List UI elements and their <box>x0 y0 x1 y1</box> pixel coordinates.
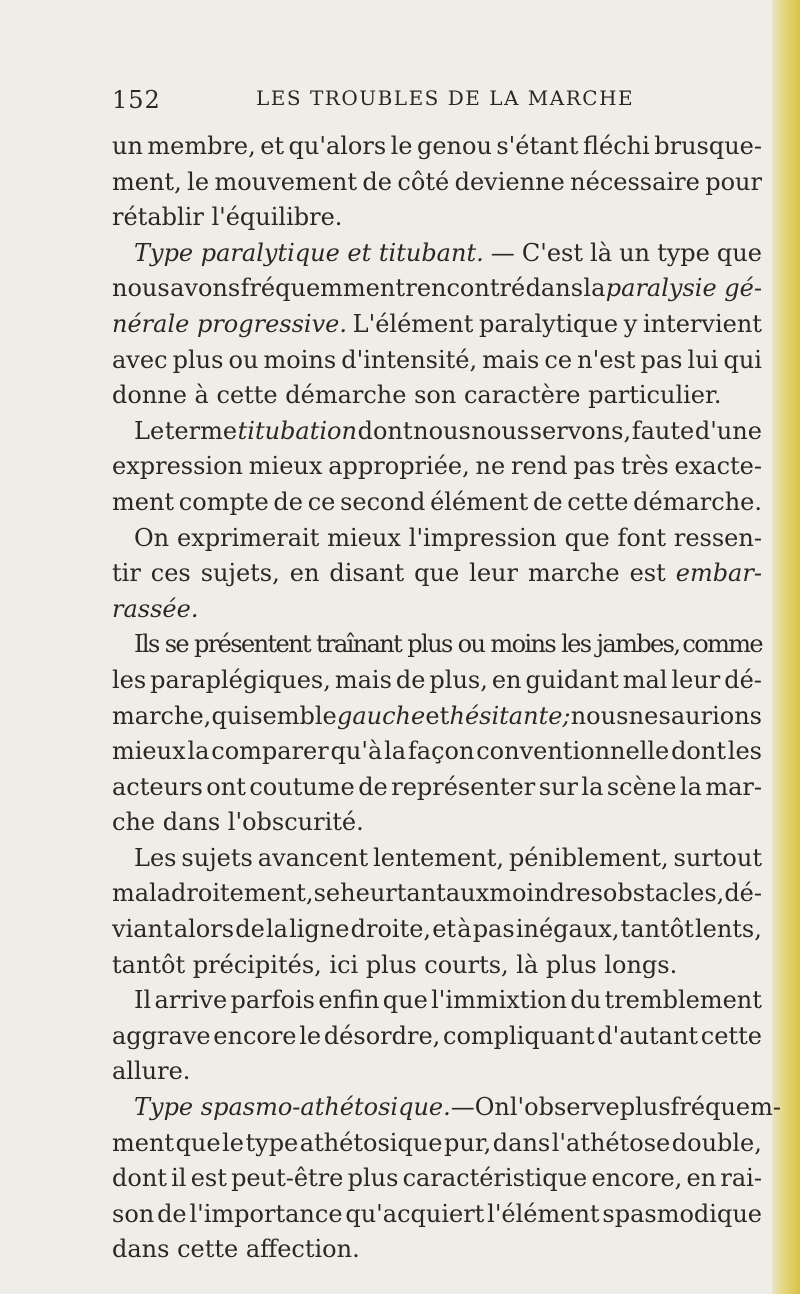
word: les <box>727 737 762 766</box>
word: mais <box>334 665 392 694</box>
word: fréquem- <box>670 1093 781 1122</box>
text-line <box>112 1019 762 1055</box>
word: — <box>450 1093 475 1122</box>
word: avec <box>112 345 168 374</box>
word: peut-être <box>231 1164 344 1193</box>
word: parfois <box>230 986 315 1015</box>
word: et <box>432 915 457 944</box>
word: paraplégiques, <box>150 665 331 694</box>
word: devienne <box>454 167 565 196</box>
word: tremblement <box>604 986 762 1015</box>
word: inégaux, <box>515 915 620 944</box>
page-number: 152 <box>112 86 161 114</box>
word: mais <box>482 345 540 374</box>
word: la <box>187 737 210 766</box>
word: dé- <box>724 665 762 694</box>
word: fréquemment <box>240 274 405 303</box>
word: fléchi <box>582 132 650 160</box>
word: cette <box>567 487 629 516</box>
word: ces <box>150 559 191 588</box>
word: là <box>590 238 613 267</box>
word: alors <box>173 915 235 944</box>
word: le <box>222 1128 244 1157</box>
word: ce <box>544 345 573 374</box>
word: qui <box>723 345 762 374</box>
text-line <box>112 805 762 841</box>
word: de <box>362 167 392 196</box>
word: de <box>395 665 426 694</box>
word: les <box>112 665 147 694</box>
text-line <box>112 734 762 770</box>
text-line <box>112 165 762 201</box>
word: ont <box>206 772 246 801</box>
word: membre, <box>147 132 256 160</box>
word: comme <box>682 630 762 659</box>
word: et <box>425 701 450 730</box>
word: plus, <box>429 665 488 694</box>
word: la <box>265 915 288 944</box>
word: façon <box>407 737 475 766</box>
word: que <box>564 523 610 552</box>
word: hésitante; <box>449 701 571 730</box>
word: la <box>384 737 407 766</box>
word: aggrave <box>112 1021 211 1050</box>
word: que <box>175 1128 221 1157</box>
word: lentement, <box>373 843 504 872</box>
word: aux <box>445 879 490 908</box>
word: pas <box>573 452 616 481</box>
word: d'autant <box>597 1021 699 1050</box>
word: l'observe <box>509 1093 620 1122</box>
word: de <box>235 915 265 944</box>
word: Type spasmo-athétosique. <box>134 1093 451 1122</box>
word: du <box>570 986 602 1015</box>
word: guidant <box>525 665 619 694</box>
word: droite, <box>350 915 432 944</box>
word: que <box>382 986 428 1015</box>
word: arrive <box>154 986 228 1015</box>
word: moins <box>263 345 337 374</box>
text-line <box>112 876 762 912</box>
word: gauche <box>336 701 426 730</box>
word: ne <box>628 701 659 730</box>
word: qu'à <box>330 737 383 766</box>
word: L'élément <box>352 309 474 338</box>
word: nécessaire <box>570 167 700 196</box>
text-line <box>112 1054 762 1090</box>
running-title: LES TROUBLES DE LA MARCHE <box>256 86 635 110</box>
word: pur, <box>444 1128 492 1157</box>
word: l'athétose <box>551 1128 671 1157</box>
word: mal <box>622 665 668 694</box>
word: l'immixtion <box>431 986 568 1015</box>
word: que <box>716 238 762 267</box>
word: sur <box>538 772 578 801</box>
word: plus <box>619 1093 671 1122</box>
word: genou <box>416 132 492 160</box>
word: s'étant <box>496 132 579 160</box>
text-line <box>112 663 762 699</box>
text-line <box>112 414 762 450</box>
word: le <box>299 1021 322 1050</box>
body-text <box>112 129 781 1268</box>
word: en <box>491 665 522 694</box>
word: viant <box>112 915 173 944</box>
word: il <box>171 1164 187 1193</box>
text-line <box>112 129 762 165</box>
word: saurions <box>658 701 762 730</box>
word: disant <box>329 559 405 588</box>
word: dé- <box>724 879 762 908</box>
word: nérale progressive. <box>112 309 347 338</box>
word: faute <box>631 416 695 445</box>
text-line <box>112 841 762 877</box>
word: nous <box>570 701 629 730</box>
word: obstacles, <box>602 879 725 908</box>
word: le <box>390 132 413 160</box>
text-line <box>112 200 762 236</box>
word: dans cette affection. <box>112 1235 360 1264</box>
word: cette <box>700 1021 762 1050</box>
word: n'est <box>577 345 636 374</box>
text-line <box>112 378 762 414</box>
word: semble <box>250 701 337 730</box>
word: heurtant <box>340 879 446 908</box>
word: ne <box>475 452 506 481</box>
text-line <box>112 556 762 592</box>
word: ce <box>307 487 336 516</box>
text-line <box>112 912 762 948</box>
text-line <box>112 983 762 1019</box>
word: désordre, <box>323 1021 441 1050</box>
word: pas <box>472 915 515 944</box>
word: dans <box>492 1128 551 1157</box>
text-line <box>112 307 762 343</box>
text-line <box>112 485 762 521</box>
word: dans <box>525 274 584 303</box>
word: paralysie gé- <box>605 274 762 303</box>
word: mieux <box>112 737 186 766</box>
text-line <box>112 271 762 307</box>
word: élément <box>430 487 529 516</box>
word: plus <box>347 1164 399 1193</box>
text-line <box>112 1161 762 1197</box>
word: On <box>134 523 170 552</box>
word: la <box>583 274 606 303</box>
word: rencontré <box>405 274 526 303</box>
word: qu'acquiert <box>345 1199 485 1228</box>
word: ment, <box>112 167 182 196</box>
word: le <box>187 167 210 196</box>
word: l'élément <box>487 1199 600 1228</box>
word: ressen- <box>673 523 762 552</box>
word: un <box>112 132 143 160</box>
word: est <box>190 1164 227 1193</box>
word: che dans l'obscurité. <box>112 808 364 837</box>
word: la <box>581 772 604 801</box>
word: leur <box>469 559 518 588</box>
word: allure. <box>112 1057 191 1086</box>
word: avons <box>170 274 241 303</box>
word: paralytique <box>479 309 619 338</box>
word: ou <box>228 345 259 374</box>
word: de <box>358 772 388 801</box>
word: acteurs <box>112 772 203 801</box>
word: est <box>629 559 666 588</box>
word: caractéristique <box>402 1164 588 1193</box>
text-line <box>112 770 762 806</box>
word: terme <box>164 416 238 445</box>
word: compliquant <box>443 1021 595 1050</box>
word: — <box>490 238 515 267</box>
word: encore <box>213 1021 297 1050</box>
word: Type paralytique et titubant. <box>134 238 484 267</box>
text-line <box>112 1197 762 1233</box>
text-line <box>112 449 762 485</box>
word: rai- <box>720 1164 762 1193</box>
word: athétosique <box>299 1128 443 1157</box>
word: péniblement, <box>508 843 669 872</box>
word: nous <box>112 274 170 303</box>
word: de <box>273 487 303 516</box>
word: de <box>157 1199 187 1228</box>
word: font <box>617 523 666 552</box>
word: en <box>289 559 320 588</box>
text-line <box>112 699 762 735</box>
text-line <box>112 1126 762 1162</box>
word: qu'alors <box>288 132 387 160</box>
word: sujets <box>181 843 253 872</box>
word: très <box>621 452 669 481</box>
word: type <box>657 238 710 267</box>
word: tir <box>112 559 141 588</box>
word: démarche. <box>633 487 762 516</box>
word: appropriée, <box>328 452 470 481</box>
word: spasmodique <box>602 1199 762 1228</box>
word: tantôt précipités, ici plus courts, là plus longs. <box>112 950 678 979</box>
word: y <box>623 309 638 338</box>
word: d'intensité, <box>341 345 478 374</box>
word: expression <box>112 452 243 481</box>
word: pour <box>705 167 762 196</box>
text-line <box>112 1090 781 1126</box>
word: titubation <box>237 416 357 445</box>
word: Les <box>134 843 177 872</box>
word: surtout <box>673 843 762 872</box>
word: compte <box>178 487 269 516</box>
word: exprimerait <box>177 523 320 552</box>
word: que <box>414 559 460 588</box>
word: ment <box>112 1128 175 1157</box>
word: second <box>340 487 426 516</box>
word: nous <box>413 416 471 445</box>
word: se <box>313 879 341 908</box>
word: rend <box>511 452 568 481</box>
word: son <box>112 1199 155 1228</box>
word: avancent <box>257 843 369 872</box>
word: ment <box>112 487 175 516</box>
text-line <box>112 592 762 628</box>
word: leur <box>671 665 721 694</box>
word: lui <box>687 345 719 374</box>
word: scène <box>606 772 677 801</box>
word: double, <box>671 1128 762 1157</box>
word: type <box>245 1128 299 1157</box>
word: Ils se présentent traînant plus ou moins les jambes, <box>134 630 680 659</box>
word: tantôt <box>620 915 694 944</box>
word: marche <box>527 559 620 588</box>
word: plus <box>172 345 224 374</box>
word: un <box>619 238 651 267</box>
text-line <box>112 521 762 557</box>
text-line <box>112 343 762 379</box>
word: embar- <box>675 559 762 588</box>
word: comparer <box>211 737 329 766</box>
word: la <box>679 772 702 801</box>
word: d'une <box>694 416 762 445</box>
text-line <box>112 948 762 984</box>
word: ligne <box>289 915 350 944</box>
word: maladroitement, <box>112 879 314 908</box>
word: et <box>260 132 285 160</box>
word: lents, <box>694 915 762 944</box>
word: côté <box>397 167 450 196</box>
word: moindres <box>489 879 603 908</box>
page-header <box>0 86 800 116</box>
word: coutume <box>249 772 355 801</box>
word: qui <box>211 701 250 730</box>
word: enfin <box>318 986 380 1015</box>
word: mar- <box>705 772 762 801</box>
word: représenter <box>391 772 536 801</box>
word: intervient <box>642 309 762 338</box>
word: mieux <box>327 523 401 552</box>
word: donne à cette démarche son caractère particulier. <box>112 381 722 410</box>
word: brusque- <box>654 132 762 160</box>
word: mouvement <box>214 167 357 196</box>
word: sujets, <box>200 559 280 588</box>
word: pas <box>640 345 683 374</box>
word: mieux <box>248 452 323 481</box>
word: Le <box>134 416 165 445</box>
word: rétablir l'équilibre. <box>112 203 343 232</box>
word: l'importance <box>189 1199 343 1228</box>
word: rassée. <box>112 594 199 623</box>
word: conventionnelle <box>476 737 670 766</box>
word: en <box>686 1164 717 1193</box>
word: de <box>532 487 563 516</box>
word: dont <box>671 737 726 766</box>
word: à <box>457 915 472 944</box>
word: On <box>474 1093 510 1122</box>
word: dont <box>112 1164 167 1193</box>
word: nous <box>471 416 530 445</box>
word: C'est <box>521 238 583 267</box>
word: Il <box>134 986 152 1015</box>
word: exacte- <box>674 452 762 481</box>
word: servons, <box>529 416 632 445</box>
word: dont <box>357 416 413 445</box>
word: marche, <box>112 701 212 730</box>
word: l'impression <box>408 523 557 552</box>
word: encore, <box>591 1164 683 1193</box>
text-line <box>112 236 762 272</box>
text-line <box>112 1232 762 1268</box>
text-line <box>112 627 762 663</box>
